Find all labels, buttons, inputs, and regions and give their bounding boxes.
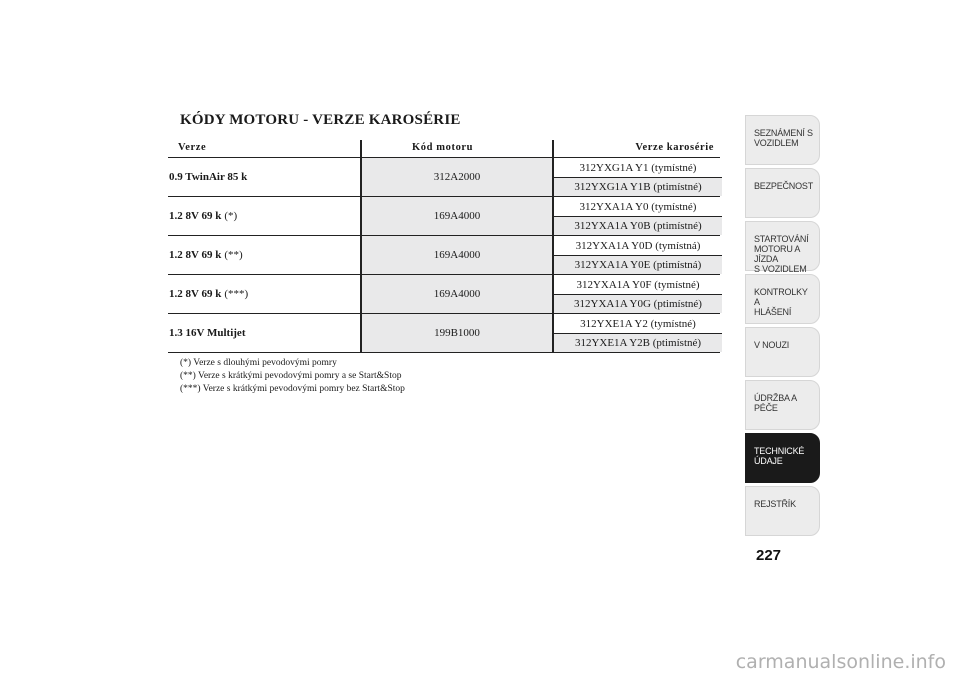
footnote: (*) Verze s dlouhými pevodovými pomry bbox=[180, 358, 337, 368]
engine-code-cell: 169A4000 bbox=[360, 197, 552, 235]
engine-code-cell: 312A2000 bbox=[360, 158, 552, 196]
tab-rejstrik[interactable] bbox=[745, 486, 820, 536]
page-title: KÓDY MOTORU - VERZE KAROSÉRIE bbox=[180, 112, 461, 128]
table-header bbox=[168, 140, 720, 157]
table-row bbox=[168, 313, 720, 353]
version-cell bbox=[168, 158, 361, 196]
body-version: 312YXG1A Y1B (ptimístné) bbox=[554, 177, 722, 196]
engine-code-table bbox=[168, 140, 720, 353]
tab-label: V NOUZI bbox=[754, 340, 790, 350]
header-divider bbox=[360, 140, 362, 157]
body-version: 312YXA1A Y0D (tymístná) bbox=[575, 239, 701, 252]
tab-kontrolky[interactable] bbox=[745, 274, 820, 324]
body-version: 312YXG1A Y1 (tymístné) bbox=[579, 161, 697, 174]
footnote: (**) Verze s krátkými pevodovými pomry a se Start&Stop bbox=[180, 371, 402, 381]
tab-label: REJSTŘÍK bbox=[754, 499, 796, 509]
version-cell bbox=[168, 236, 361, 274]
header-body-version: Verze karosérie bbox=[635, 142, 714, 153]
body-version-cell bbox=[552, 275, 722, 313]
tab-label: ÚDRŽBA A PÉČE bbox=[754, 393, 797, 413]
engine-code-cell: 169A4000 bbox=[360, 275, 552, 313]
body-version-cell bbox=[552, 314, 722, 352]
body-version: 312YXA1A Y0F (tymístné) bbox=[576, 278, 700, 291]
table-row bbox=[168, 196, 720, 235]
tab-udrzba[interactable] bbox=[745, 380, 820, 430]
table-row bbox=[168, 235, 720, 274]
table-row bbox=[168, 157, 720, 196]
version-cell bbox=[168, 314, 361, 352]
chapter-tabs bbox=[745, 115, 820, 539]
body-version: 312YXA1A Y0B (ptimístné) bbox=[554, 216, 722, 235]
body-version: 312YXE1A Y2B (ptimístné) bbox=[554, 333, 722, 352]
tab-label: SEZNÁMENÍ S VOZIDLEM bbox=[754, 128, 813, 148]
tab-label: BEZPEČNOST bbox=[754, 181, 814, 191]
tab-v-nouzi[interactable] bbox=[745, 327, 820, 377]
watermark: carmanualsonline.info bbox=[735, 651, 946, 673]
version-name: 0.9 TwinAir 85 k bbox=[169, 171, 248, 183]
tab-label: KONTROLKY A HLÁŠENÍ bbox=[754, 287, 808, 317]
tab-seznameni[interactable] bbox=[745, 115, 820, 165]
header-engine-code: Kód motoru bbox=[412, 142, 474, 153]
version-note: (*) bbox=[224, 210, 238, 222]
footnotes bbox=[180, 357, 405, 396]
engine-code-cell: 169A4000 bbox=[360, 236, 552, 274]
tab-technicke-udaje[interactable] bbox=[745, 433, 820, 483]
tab-bezpecnost[interactable] bbox=[745, 168, 820, 218]
body-version-cell bbox=[552, 197, 722, 235]
version-note: (**) bbox=[224, 249, 243, 261]
table-row bbox=[168, 274, 720, 313]
engine-code-cell: 199B1000 bbox=[360, 314, 552, 352]
version-cell bbox=[168, 197, 361, 235]
version-note: (***) bbox=[224, 288, 249, 300]
body-version: 312YXA1A Y0 (tymístné) bbox=[579, 200, 697, 213]
version-name: 1.2 8V 69 k bbox=[169, 210, 222, 222]
header-divider bbox=[552, 140, 554, 157]
body-version: 312YXE1A Y2 (tymístné) bbox=[580, 317, 696, 330]
version-name: 1.3 16V Multijet bbox=[169, 327, 246, 339]
page-number: 227 bbox=[756, 547, 782, 564]
body-version-cell bbox=[552, 158, 722, 196]
version-name: 1.2 8V 69 k bbox=[169, 249, 222, 261]
tab-startovani[interactable] bbox=[745, 221, 820, 274]
version-cell bbox=[168, 275, 361, 313]
version-name: 1.2 8V 69 k bbox=[169, 288, 222, 300]
body-version: 312YXA1A Y0G (ptimístné) bbox=[554, 294, 722, 313]
tab-label: TECHNICKÉ ÚDAJE bbox=[754, 446, 805, 466]
footnote: (***) Verze s krátkými pevodovými pomry bez Start&Stop bbox=[180, 384, 405, 394]
header-version: Verze bbox=[178, 142, 207, 153]
body-version-cell bbox=[552, 236, 722, 274]
body-version: 312YXA1A Y0E (ptimístná) bbox=[554, 255, 722, 274]
tab-label: STARTOVÁNÍ MOTORU A JÍZDA S VOZIDLEM bbox=[754, 234, 809, 274]
